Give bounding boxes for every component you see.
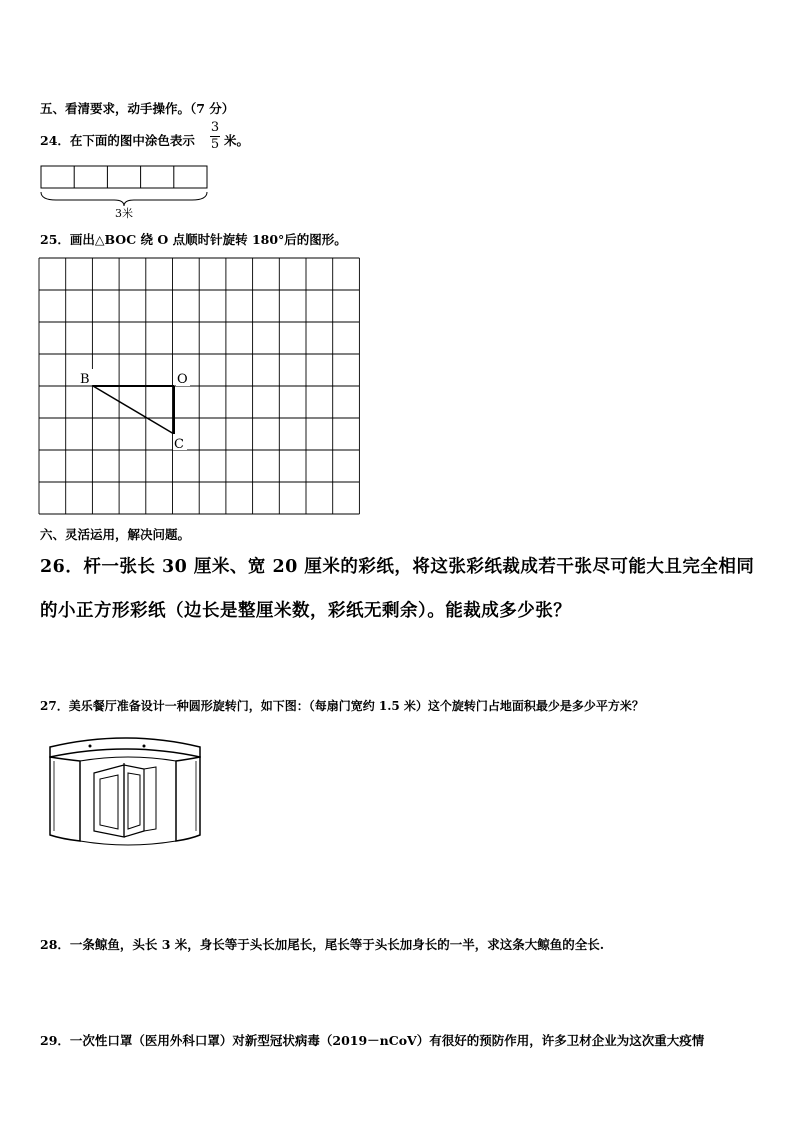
q24-fraction	[210, 121, 220, 152]
section-5-heading: 五、看清要求，动手操作。（7 分）	[40, 101, 235, 116]
left-wall	[50, 757, 80, 841]
canopy-light	[143, 745, 146, 748]
brace	[41, 192, 207, 206]
q27-text: 27．美乐餐厅准备设计一种圆形旋转门，如下图：（每扇门宽约 1.5 米）这个旋转门占地面积最少是多少平方米？	[40, 699, 644, 713]
point-c-label: C	[174, 437, 184, 452]
strip-outline	[41, 166, 207, 188]
canopy-light	[89, 745, 92, 748]
door-wing-back	[144, 767, 156, 831]
door-canopy	[50, 738, 200, 757]
door-wing-left-pane	[100, 775, 118, 829]
brace-label: 3米	[115, 207, 133, 220]
door-wing-right	[124, 765, 144, 837]
interior-frame	[80, 757, 176, 761]
q28-text: 28．一条鲸鱼，头长 3 米，身长等于头长加尾长，尾长等于头长加身长的一半，求这条大鲸鱼的全长.	[40, 937, 605, 952]
q25-text: 25．画出△BOC 绕 O 点顺时针旋转 180°后的图形。	[40, 232, 347, 247]
segment-bc	[93, 386, 174, 434]
revolving-door-figure	[44, 733, 214, 853]
q24-denominator: 5	[210, 137, 220, 152]
q24-prefix: 24．在下面的图中涂色表示	[40, 133, 195, 148]
section-6-heading: 六、灵活运用，解决问题。	[40, 527, 191, 542]
q24-strip-figure	[36, 162, 216, 222]
q26-line-1: 26．杆一张长 30 厘米、宽 20 厘米的彩纸，将这张彩纸裁成若干张尽可能大且完全相同	[40, 557, 755, 577]
q26-line-2: 的小正方形彩纸（边长是整厘米数，彩纸无剩余）。能裁成多少张？	[40, 601, 572, 621]
point-o-label: O	[177, 372, 188, 387]
q24-strip-segments	[41, 166, 207, 188]
q24-suffix: 米。	[224, 133, 250, 148]
door-wing-left	[94, 765, 124, 837]
floor-edge	[80, 841, 176, 845]
q25-grid	[39, 258, 361, 514]
point-b-label: B	[80, 372, 90, 387]
q24-numerator: 3	[210, 120, 220, 135]
door-wing-right-pane	[128, 773, 140, 829]
q29-text: 29．一次性口罩（医用外科口罩）对新型冠状病毒（2019－nCoV）有很好的预防作用，许多卫材企业为这次重大疫情	[40, 1033, 705, 1048]
